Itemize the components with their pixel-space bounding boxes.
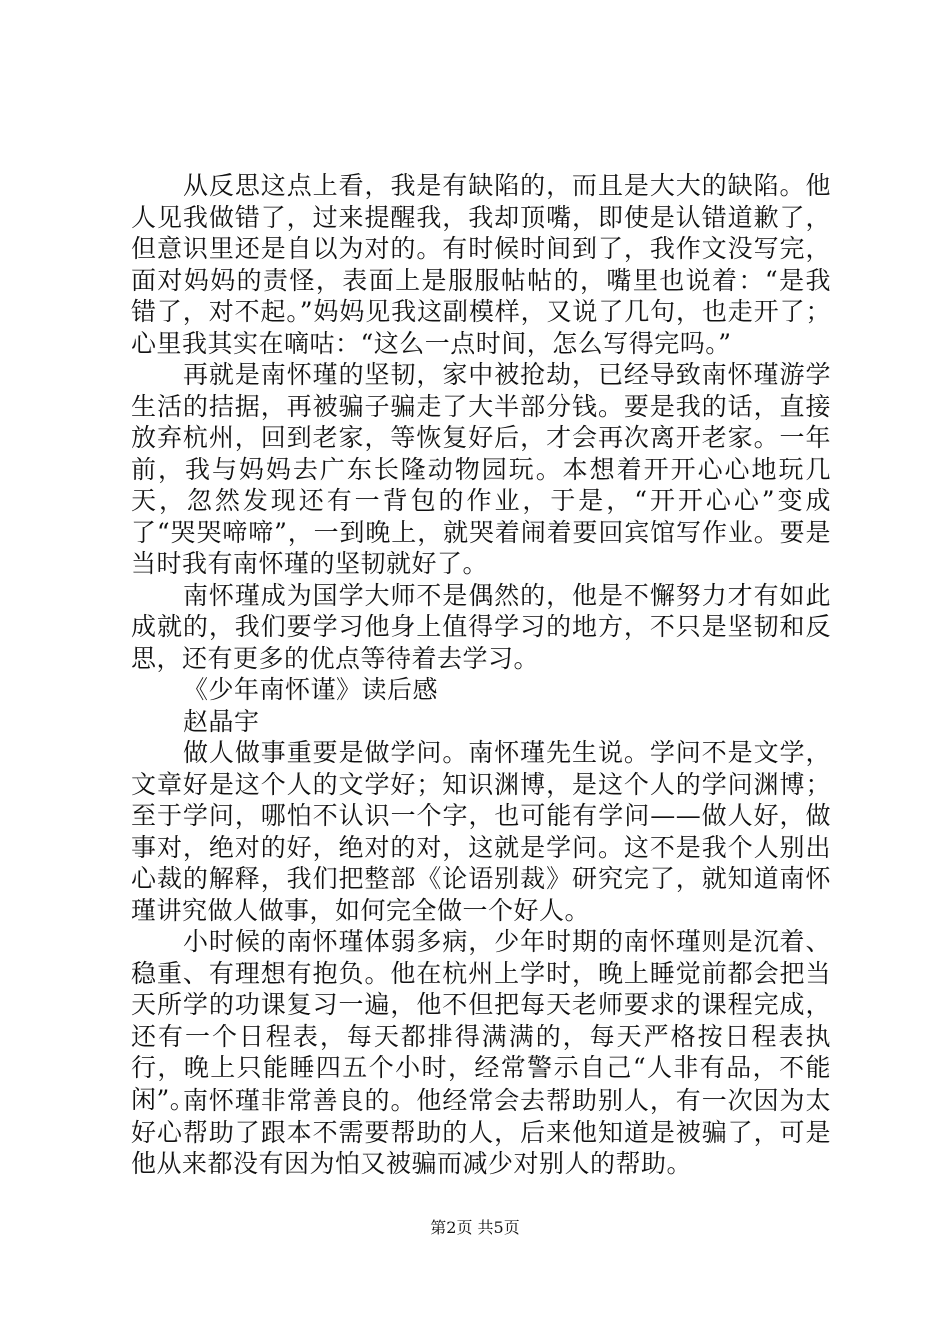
paragraph-reflection: 从反思这点上看，我是有缺陷的，而且是大大的缺陷。他人见我做错了，过来提醒我，我却顶嘴，即使是认错道歉了，但意识里还是自以为对的。有时候时间到了，我作文没写完，面对妈妈的责怪，表面上是服服帖帖的，嘴里也说着：“是我错了，对不起。”妈妈见我这副模样，又说了几句，也走开了；心里我其实在嘀咕：“这么一点时间，怎么写得完吗。”	[131, 171, 831, 358]
paragraph-kindness: 南怀瑾非常善良的。他经常会去帮助别人，有一次因为太好心帮助了跟本不需要帮助的人，后来他知道是被骗了，可是他从来都没有因为怕又被骗而减少对别人的帮助。	[131, 1086, 831, 1178]
author-name: 赵晶宇	[183, 706, 260, 736]
paragraph-childhood: 小时候的南怀瑾体弱多病，少年时期的南怀瑾则是沉着、稳重、有理想有抱负。他在杭州上学时，晚上睡觉前都会把当天所学的功课复习一遍，他不但把每天老师要求的课程完成，还有一个日程表，每天都排得满满的，每天严格按日程表执行，晚上只能睡四五个小时，经常警示自己“人非有品，不能闲”。	[131, 927, 831, 1114]
paragraph-conclusion: 南怀瑾成为国学大师不是偶然的，他是不懈努力才有如此成就的，我们要学习他身上值得学习的地方，不只是坚韧和反思，还有更多的优点等待着去学习。	[131, 580, 831, 673]
paragraph-learning: 做人做事重要是做学问。南怀瑾先生说。学问不是文学，文章好是这个人的文学好；知识渊博，是这个人的学问渊博；至于学问，哪怕不认识一个字，也可能有学问——做人好，做事对，绝对的好，绝对的对，这就是学问。这不是我个人别出心裁的解释，我们把整部《论语别裁》研究完了，就知道南怀瑾讲究做人做事，如何完全做一个好人。	[131, 738, 831, 925]
body-text	[131, 170, 831, 1115]
essay-title: 《少年南怀谨》读后感	[183, 675, 439, 704]
page-footer: 第2页 共5页	[430, 1218, 520, 1237]
paragraph-perseverance: 再就是南怀瑾的坚韧，家中被抢劫，已经导致南怀瑾游学生活的拮据，再被骗子骗走了大半部分钱。要是我的话，直接放弃杭州，回到老家，等恢复好后，才会再次离开老家。一年前，我与妈妈去广东长隆动物园玩。本想着开开心心地玩几天，忽然发现还有一背包的作业，于是，“开开心心”变成了“哭哭啼啼”，一到晚上，就哭着闹着要回宾馆写作业。要是当时我有南怀瑾的坚韧就好了。	[131, 360, 831, 578]
body-text-continued	[131, 1085, 831, 1180]
